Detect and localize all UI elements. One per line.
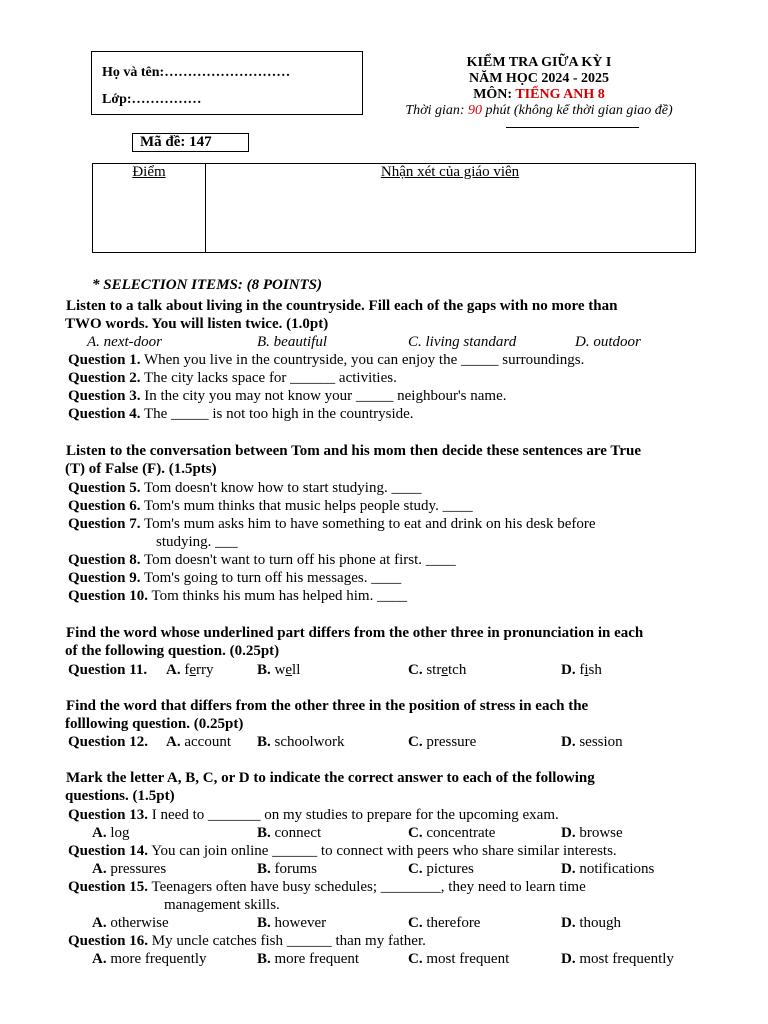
question-1: Question 1. When you live in the countryside, you can enjoy the _____ surroundings. <box>68 352 585 368</box>
header-divider <box>506 127 639 128</box>
q16-option-c: C. most frequent <box>408 951 510 967</box>
q13-option-a: A. log <box>92 825 130 841</box>
part2-instruction-1: Listen to the conversation between Tom and his mom then decide these sentences are True <box>66 443 641 459</box>
q12-option-d: D. session <box>561 734 623 750</box>
q11-option-a: A. ferry <box>166 662 214 678</box>
part5-instruction-2: questions. (1.5pt) <box>65 788 175 804</box>
part1-instruction-1: Listen to a talk about living in the countryside. Fill each of the gaps with no more than <box>66 298 618 314</box>
q11-option-b: B. well <box>257 662 301 678</box>
score-header: Điểm <box>132 164 166 180</box>
question-12-label: Question 12. <box>68 734 149 750</box>
exam-title: KIỂM TRA GIỮA KỲ I <box>466 55 612 70</box>
q14-option-c: C. pictures <box>408 861 474 877</box>
question-5: Question 5. Tom doesn't know how to start studying. ____ <box>68 480 422 496</box>
part2-instruction-2: (T) of False (F). (1.5pts) <box>65 461 217 477</box>
q14-option-a: A. pressures <box>92 861 167 877</box>
q16-option-b: B. more frequent <box>257 951 360 967</box>
part1-option-d: D. outdoor <box>575 334 641 350</box>
part4-instruction-2: folllowing question. (0.25pt) <box>65 716 244 732</box>
part1-instruction-2: TWO words. You will listen twice. (1.0pt) <box>65 316 329 332</box>
part1-option-c: C. living standard <box>408 334 517 350</box>
question-6: Question 6. Tom's mum thinks that music helps people study. ____ <box>68 498 473 514</box>
q12-option-a: A. account <box>166 734 231 750</box>
q11-option-c: C. stretch <box>408 662 467 678</box>
question-14: Question 14. You can join online ______ to connect with peers who share similar interests. <box>68 843 617 859</box>
section-title: * SELECTION ITEMS: (8 POINTS) <box>92 277 323 293</box>
q15-option-d: D. though <box>561 915 622 931</box>
student-info-box <box>91 51 363 115</box>
q14-option-b: B. forums <box>257 861 318 877</box>
comment-header: Nhận xét của giáo viên <box>380 164 520 180</box>
student-name-label: Họ và tên:……………………… <box>102 65 291 80</box>
q15-option-a: A. otherwise <box>92 915 169 931</box>
question-4: Question 4. The _____ is not too high in the countryside. <box>68 406 414 422</box>
part3-instruction-2: of the following question. (0.25pt) <box>65 643 280 659</box>
q12-option-c: C. pressure <box>408 734 477 750</box>
part5-instruction-1: Mark the letter A, B, C, or D to indicate the correct answer to each of the following <box>66 770 595 786</box>
question-2: Question 2. The city lacks space for ______ activities. <box>68 370 397 386</box>
part3-instruction-1: Find the word whose underlined part differs from the other three in pronunciation in each <box>66 625 644 641</box>
question-7: Question 7. Tom's mum asks him to have something to eat and drink on his desk before <box>68 516 596 532</box>
question-8: Question 8. Tom doesn't want to turn off his phone at first. ____ <box>68 552 456 568</box>
part1-option-b: B. beautiful <box>257 334 327 350</box>
q16-option-d: D. most frequently <box>561 951 674 967</box>
question-11-label: Question 11. <box>68 662 148 678</box>
question-7-continued: studying. ___ <box>156 534 238 550</box>
question-15-continued: management skills. <box>164 897 280 913</box>
question-15: Question 15. Teenagers often have busy schedules; ________, they need to learn time <box>68 879 586 895</box>
q15-option-c: C. therefore <box>408 915 481 931</box>
q11-option-d: D. fish <box>561 662 602 678</box>
q13-option-b: B. connect <box>257 825 322 841</box>
exam-header <box>384 55 694 119</box>
score-table <box>92 163 696 253</box>
q15-option-b: B. however <box>257 915 327 931</box>
exam-code: Mã đề: 147 <box>132 133 249 152</box>
subject-line: MÔN: TIẾNG ANH 8 <box>473 87 605 102</box>
q16-option-a: A. more frequently <box>92 951 207 967</box>
student-class-label: Lớp:…………… <box>102 92 202 107</box>
question-16: Question 16. My uncle catches fish ______ than my father. <box>68 933 426 949</box>
q13-option-c: C. concentrate <box>408 825 496 841</box>
subject-name: TIẾNG ANH 8 <box>515 87 605 102</box>
question-10: Question 10. Tom thinks his mum has helped him. ____ <box>68 588 408 604</box>
q14-option-d: D. notifications <box>561 861 655 877</box>
q13-option-d: D. browse <box>561 825 623 841</box>
time-line: Thời gian: 90 phút (không kể thời gian giao đề) <box>405 103 673 118</box>
time-value: 90 <box>468 103 483 118</box>
part1-option-a: A. next-door <box>87 334 162 350</box>
school-year: NĂM HỌC 2024 - 2025 <box>469 71 609 86</box>
question-13: Question 13. I need to _______ on my studies to prepare for the upcoming exam. <box>68 807 559 823</box>
q12-option-b: B. schoolwork <box>257 734 345 750</box>
question-3: Question 3. In the city you may not know your _____ neighbour's name. <box>68 388 507 404</box>
question-9: Question 9. Tom's going to turn off his messages. ____ <box>68 570 402 586</box>
part4-instruction-1: Find the word that differs from the other three in the position of stress in each the <box>66 698 589 714</box>
